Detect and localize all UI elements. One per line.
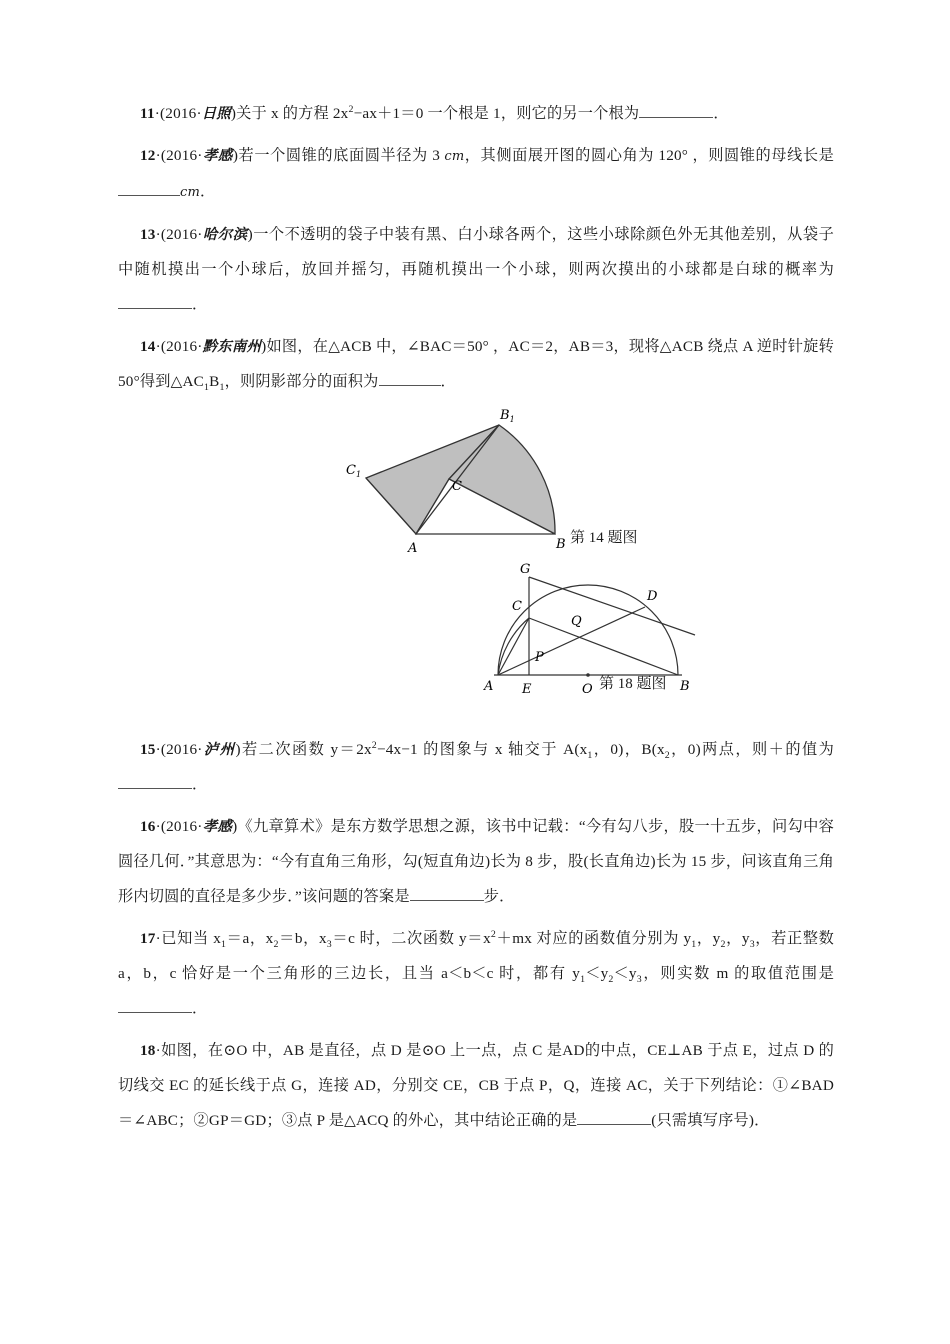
question-16-answer-blank[interactable]	[410, 900, 484, 901]
question-16-text: 《九章算术》是东方数学思想之源，该书中记载：“今有勾八步，股一十五步，问勾中容圆径几何．”其意思为：“今有直角三角形，勾(短直角边)长为 8 步，股(长直角边)长为 15 步，问该直角三角形内切圆的直径是多少步．”该问题的答案是	[118, 818, 834, 905]
figure-14-label-C1: $C_1$	[346, 463, 362, 479]
question-16-separator: ·	[155, 818, 161, 835]
question-17-period: ．	[192, 1000, 208, 1017]
figure-14-caption: 第 14 题图	[570, 530, 638, 546]
question-17-seg10: ＜y	[613, 965, 637, 982]
question-15-period: ．	[192, 776, 208, 793]
worksheet-content	[118, 96, 834, 1145]
question-14-seg2: B	[209, 373, 220, 390]
question-12-answer-blank[interactable]	[118, 195, 180, 196]
question-12-period: ．	[200, 183, 216, 200]
question-11-answer-blank[interactable]	[639, 117, 713, 118]
question-12	[118, 138, 834, 210]
figure-18-tangent-gd	[529, 577, 695, 635]
question-17-seg5: ＋mx 对应的函数值分别为 y	[496, 930, 692, 947]
figure-18-block	[118, 560, 834, 700]
question-17-sub4: 1	[691, 939, 697, 951]
question-15-sup1: 2	[371, 739, 377, 751]
question-11	[118, 96, 834, 131]
question-14-seg1: 如图，在△ACB 中，∠BAC＝50° ，AC＝2，AB＝3，现将△ACB 绕点 A 逆时针旋转 50°得到△AC	[118, 338, 834, 390]
figure-18-center-dot	[586, 673, 590, 677]
question-17-seg1: 已知当 x	[160, 930, 222, 947]
figure-14-label-C: C	[452, 479, 462, 494]
question-12-separator: ·	[155, 147, 161, 164]
question-13	[118, 217, 834, 322]
question-15-seg2: −4x−1 的图象与 x 轴交于 A(x	[376, 741, 588, 758]
question-15-separator: ·	[155, 741, 161, 758]
question-12-unit-cm-2: cm	[180, 185, 201, 200]
question-16-source: (2016·孝感)	[160, 818, 238, 835]
question-17-number: 17	[140, 930, 156, 947]
question-13-separator: ·	[155, 226, 161, 243]
question-18-text: 如图，在⊙O 中，AB 是直径，点 D 是⊙O 上一点，点 C 是AD的中点，CE⊥AB 于点 E，过点 D 的切线交 EC 的延长线于点 G，连接 AD，分别交 CE，CB 于点 P，Q，连接 AC，关于下列结论：①∠BAD＝∠ABC；②GP＝GD；③点 P 是△ACQ 的外心，其中结论正确的是	[118, 1042, 834, 1129]
question-11-period: ．	[713, 105, 729, 122]
question-18	[118, 1033, 834, 1138]
question-17-seg6: ，y	[696, 930, 721, 947]
question-18-tail: (只需填写序号)．	[651, 1112, 770, 1129]
question-12-unit-cm-1: cm	[444, 149, 465, 164]
question-17-sub5: 2	[720, 939, 726, 951]
figure-14-block	[118, 406, 834, 556]
question-11-number: 11	[140, 105, 155, 122]
question-15-sub2: 2	[664, 750, 670, 762]
question-15-source: (2016·泸州)	[160, 741, 241, 758]
question-14-answer-blank[interactable]	[379, 385, 441, 386]
question-17-sub7: 1	[580, 974, 586, 986]
question-18-answer-blank[interactable]	[577, 1124, 651, 1125]
question-18-separator: ·	[155, 1042, 161, 1059]
question-14-separator: ·	[155, 338, 161, 355]
question-17	[118, 921, 834, 1026]
question-16-number: 16	[140, 818, 156, 835]
question-15-seg4: ，0)两点，则	[669, 741, 769, 758]
question-15-answer-blank[interactable]	[118, 788, 192, 789]
figure-18-label-A: A	[484, 679, 494, 694]
figure-18-label-G: G	[520, 562, 531, 577]
question-17-seg4: ＝c 时，二次函数 y＝x	[331, 930, 491, 947]
question-12-source: (2016·孝感)	[160, 147, 239, 164]
figure-18-label-D: D	[647, 589, 658, 604]
question-17-answer-blank[interactable]	[118, 1012, 192, 1013]
question-16-tail: 步．	[483, 888, 515, 905]
figure-14-label-B: B	[556, 537, 566, 552]
question-12-seg1: 若一个圆锥的底面圆半径为 3	[238, 147, 445, 164]
figure-18-label-P: P	[535, 650, 544, 665]
question-18-number: 18	[140, 1042, 156, 1059]
question-13-answer-blank[interactable]	[118, 308, 192, 309]
question-17-sub9: 3	[636, 974, 642, 986]
question-14-sub2: 1	[219, 382, 225, 394]
question-17-seg3: ＝b，x	[278, 930, 327, 947]
question-14	[118, 329, 834, 399]
question-15-seg3: ，0)，B(x	[592, 741, 665, 758]
question-13-period: ．	[192, 296, 208, 313]
question-17-sub3: 3	[326, 939, 332, 951]
figure-14-label-B1: $B_1$	[500, 408, 515, 424]
question-17-sup1: 2	[490, 928, 497, 940]
question-17-seg8: ，若正整数 a，b，c 恰好是一个三角形的三边长，且当 a＜b＜c 时，都有 y	[118, 930, 835, 982]
question-17-separator: ·	[155, 930, 161, 947]
question-15	[118, 732, 834, 802]
question-13-text: 一个不透明的袋子中装有黑、白小球各两个，这些小球除颜色外无其他差别，从袋子中随机摸出一个小球后，放回并摇匀，再随机摸出一个小球，则两次摸出的小球都是白球的概率为	[118, 226, 834, 278]
figure-14-label-A: A	[408, 541, 418, 556]
question-17-sub6: 3	[749, 939, 755, 951]
question-11-source: (2016·日照)	[160, 105, 237, 122]
figure-18-label-O: O	[582, 682, 593, 697]
question-11-text: 关于 x 的方程 $2x^2-ax+1=0$ 一个根是 1，则它的另一个根为	[236, 103, 640, 122]
figure-18-label-C: C	[512, 599, 522, 614]
figure-18-drawing	[118, 560, 834, 700]
figure-18-label-B: B	[680, 679, 690, 694]
question-14-number: 14	[140, 338, 156, 355]
figure-18-label-E: E	[522, 682, 532, 697]
question-13-number: 13	[140, 226, 156, 243]
figure-18-caption: 第 18 题图	[599, 676, 667, 692]
question-13-source: (2016·哈尔滨)	[160, 226, 253, 243]
question-17-sub1: 1	[221, 939, 227, 951]
question-14-period: ．	[440, 373, 456, 390]
figure-14-drawing	[118, 406, 834, 556]
question-11-separator: ·	[154, 105, 161, 122]
figure-18-label-Q: Q	[571, 614, 582, 629]
question-12-number: 12	[140, 147, 156, 164]
question-17-seg7: ，y	[725, 930, 750, 947]
question-17-seg9: ＜y	[585, 965, 609, 982]
question-14-seg3: ，则阴影部分的面积为	[224, 373, 379, 390]
question-15-seg1: 若二次函数 y＝2x	[240, 741, 372, 758]
question-12-seg2: ，其侧面展开图的圆心角为 120° ，则圆锥的母线长是	[464, 147, 835, 164]
question-17-sub8: 2	[608, 974, 614, 986]
question-15-number: 15	[140, 741, 156, 758]
question-14-source: (2016·黔东南州)	[160, 338, 267, 355]
question-17-seg2: ＝a，x	[226, 930, 274, 947]
question-15-sub1: 1	[587, 750, 593, 762]
question-16	[118, 809, 834, 914]
question-15-seg5: ＋的值为	[768, 741, 834, 758]
question-17-sub2: 2	[273, 939, 279, 951]
question-14-sub1: 1	[204, 382, 210, 394]
question-17-seg11: ，则实数 m 的取值范围是	[641, 965, 834, 982]
